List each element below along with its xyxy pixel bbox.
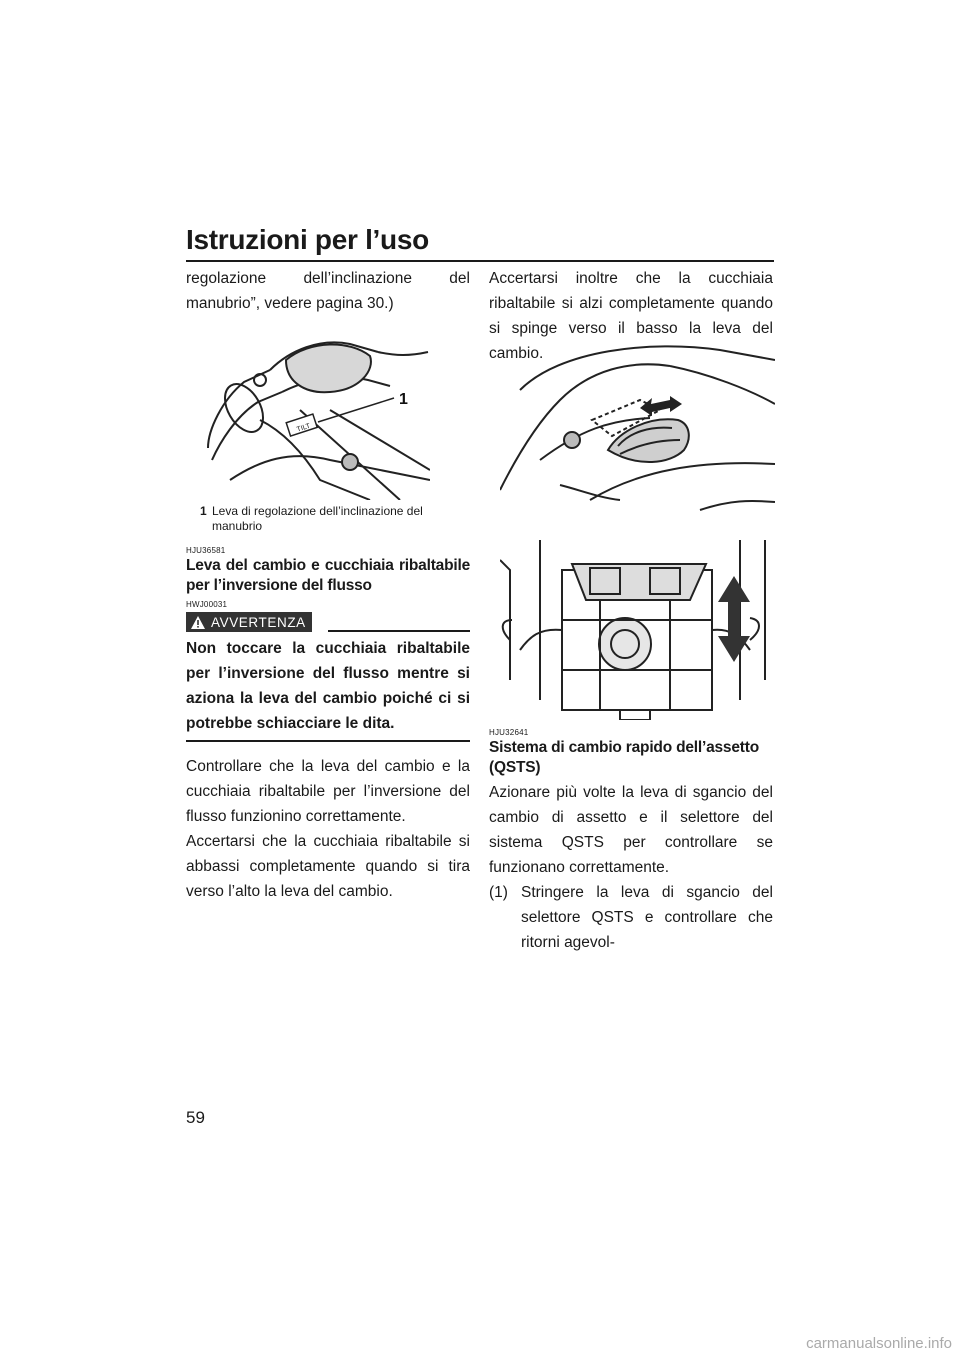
right-intro-text: Accertarsi inoltre che la cucchiaia ribaltabile si alzi completamente quando si spinge verso il basso la leva del cambio. [489,270,773,362]
page-number: 59 [186,1108,205,1127]
shift-lever-figure [500,340,775,520]
caption-number: 1 [200,504,207,518]
page-title: Istruzioni per l’uso [186,224,429,255]
figure1-caption [200,504,468,534]
section2-code: HJU32641 [489,728,529,737]
warning-badge [186,612,312,632]
tilt-plate-label: TILT [295,422,312,434]
section1-paragraph-1: Controllare che la leva del cambio e la cucchiaia ribaltabile per l’inversione del flusso funzionino correttamente. [186,758,470,825]
section1-paragraph-2: Accertarsi che la cucchiaia ribaltabile si abbassi completamente quando si tira verso l’alto la leva del cambio. [186,833,470,900]
reverse-bucket-figure [500,540,775,720]
warning-bottom-rule [186,740,470,742]
warning-rule [328,630,470,632]
handlebar-tilt-figure [200,330,430,500]
section-qsts [489,728,773,955]
caption-text: Leva di regolazione dell’inclinazione del manubrio [212,504,423,533]
warning-header [186,612,470,632]
warning-label: AVVERTENZA [211,614,306,630]
list-item-number: (1) [489,884,508,901]
left-intro-text: regolazione dell’inclinazione del manubrio”, vedere pagina 30.) [186,270,470,312]
section2-title: Sistema di cambio rapido dell’assetto (QSTS) [489,739,759,776]
list-item [489,880,773,955]
section2-paragraph: Azionare più volte la leva di sgancio del cambio di assetto e il selettore del sistema QSTS per controllare se funzionano correttamente. [489,784,773,876]
watermark-site: carmanualsonline.info [806,1335,952,1352]
section-shift-lever [186,546,470,904]
warning-triangle-icon [190,615,206,630]
section-title: Leva del cambio e cucchiaia ribaltabile per l’inversione del flusso [186,557,470,594]
warning-code: HWJ00031 [186,600,228,609]
warning-text: Non toccare la cucchiaia ribaltabile per l’inversione del flusso mentre si aziona la leva del cambio poiché ci si potrebbe schiacciare le dita. [186,640,470,732]
section-code: HJU36581 [186,546,226,555]
figure1-callout-number: 1 [399,391,408,408]
list-item-text: Stringere la leva di sgancio del selettore QSTS e controllare che ritorni agevol- [521,884,773,951]
left-column [186,266,470,316]
header-rule [186,260,774,262]
